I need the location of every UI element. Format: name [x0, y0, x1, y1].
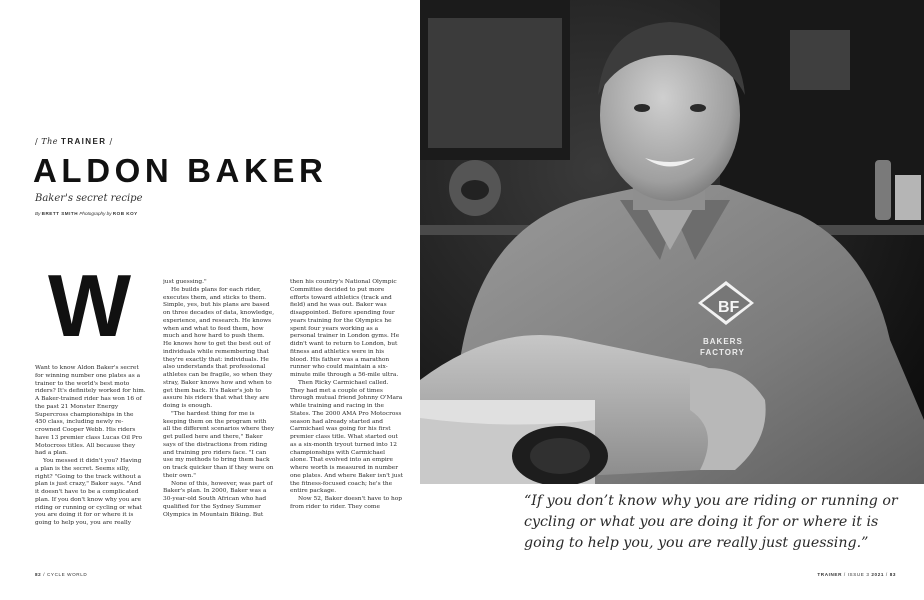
portrait-illustration — [420, 0, 924, 484]
paragraph: None of this, however, was part of Baker's plan. In 2000, Baker was a 30-year-old South African who had qualified for the Sydney Summer Olympics in Mountain Biking. But — [163, 480, 273, 518]
photographer-name: ROB KOY — [112, 211, 138, 216]
byline: By BRETT SMITH Photography by ROB KOY — [35, 211, 138, 216]
paragraph: just guessing." — [163, 279, 207, 285]
portrait-photo — [420, 0, 924, 484]
window-shape — [428, 18, 562, 148]
headline: ALDON BAKER — [33, 152, 328, 189]
writer-name: BRETT SMITH — [41, 211, 79, 216]
paragraph: Now 52, Baker doesn't have to hop from rider to rider. They come — [290, 496, 402, 510]
deck: Baker's secret recipe — [35, 193, 143, 204]
bottle-shape — [875, 160, 891, 220]
shirt-text-1: BAKERS — [703, 337, 743, 346]
shirt-text-2: FACTORY — [700, 348, 745, 357]
folio-left: 82 / CYCLE WORLD — [35, 572, 88, 577]
body-column-1 — [35, 365, 146, 555]
pull-quote: “If you don’t know why you are riding or running or cycling or what you are doing it for or where it is going to help you, you are really just guessing.” — [524, 493, 898, 551]
drop-cap: W — [48, 256, 132, 355]
section-tag: / The TRAINER / — [35, 137, 113, 146]
paragraph: then his country's National Olympic Committee decided to put more efforts toward athletics (track and field) and he was out. Baker was disappointed. Before spending four years training for the Olympics he spent four years working as a personal trainer in London gyms. He didn't want to return to London, but fitness and athletics were in his blood. His father was a marathon runner who could maintain a six-minute mile through a 56-mile ultra. — [290, 279, 400, 378]
paragraph: Want to know Aldon Baker's secret for winning number one plates as a trainer to the world's best moto riders? It's definitely worked for him. A Baker-trained rider has won 16 of the past 21 Monster Energy Supercross championships in the 450 class, including newly re-crowned Cooper Webb. His riders have 13 premier class Lucas Oil Pro Motocross titles. All because they had a plan. — [35, 365, 146, 457]
shelf-item-shape — [790, 30, 850, 90]
folio-right: TRAINER / ISSUE 3 2021 / 83 — [817, 572, 896, 577]
container-shape — [895, 175, 921, 220]
body-column-3 — [290, 279, 404, 555]
paragraph: Then Ricky Carmichael called. They had met a couple of times through mutual friend Johnny O'Mara while training and racing in the States. The 2000 AMA Pro Motocross season had already started and Carmichael was going for his first premier class title. What started out as a six-month tryout turned into 12 championships with Carmichael alone. That evolved into an empire where worth is measured in number one plates. And where Baker isn't just the fitness-focused coach; he's the entire package. — [290, 379, 403, 495]
section-the: The — [41, 137, 58, 146]
shirt-logo-text: BF — [718, 299, 740, 316]
paragraph: You messed it didn't you? Having a plan is the secret. Seems silly, right? "Going to the track without a plan is just crazy," Baker says. "And it doesn't have to be a complicated plan. If you don't know why you are riding or running or cycling or what you are doing it for or where it is going to help you, you are really — [35, 458, 143, 526]
section-name: TRAINER — [61, 137, 107, 146]
left-page — [0, 0, 420, 600]
body-column-2 — [163, 279, 275, 555]
paragraph: He builds plans for each rider, executes them, and sticks to them. Simple, yes, but his plans are based on three decades of data, knowledge, experience, and research. He knows when and what to feed them, how much and how hard to push them. He knows how to get the best out of individuals while remembering that they're exactly that: individuals. He also understands that professional athletes can be fragile, so when they stray, Baker knows how and when to get them back. It's Baker's job to assure his riders that what they are doing is enough. — [163, 286, 275, 409]
paragraph: "The hardest thing for me is keeping them on the program with all the different scenarios where they get pulled here and there," Baker says of the distractions from riding and training pro riders face. "I can use my methods to bring them back on track quicker than if they were on their own." — [163, 410, 275, 479]
right-page — [420, 0, 924, 600]
